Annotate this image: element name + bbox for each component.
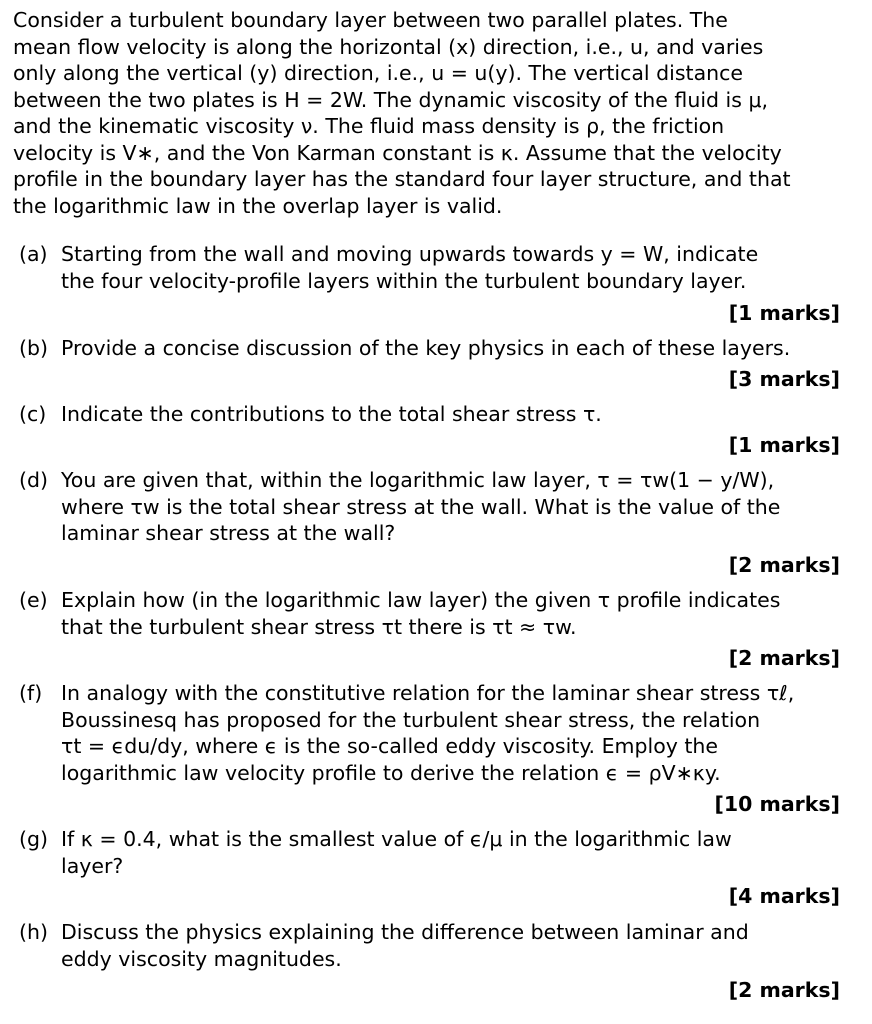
question-text-line: the four velocity-profile layers within the turbulent boundary layer. xyxy=(61,268,747,293)
statement-line: between the two plates is H = 2W. The dynamic viscosity of the fluid is μ, xyxy=(13,87,769,112)
question-text-line: Starting from the wall and moving upwards towards y = W, indicate xyxy=(61,242,759,266)
question-label: (a) xyxy=(19,242,48,266)
marks-label: [10 marks] xyxy=(714,792,840,816)
question-text-line: Discuss the physics explaining the difference between laminar and xyxy=(61,920,749,944)
statement-line: mean flow velocity is along the horizontal (x) direction, i.e., u, and varies xyxy=(13,34,764,59)
marks-label: [2 marks] xyxy=(728,553,840,577)
question-text-line: laminar shear stress at the wall? xyxy=(61,521,396,545)
question-label: (g) xyxy=(19,827,49,851)
statement-line: Consider a turbulent boundary layer between two parallel plates. The xyxy=(13,8,728,32)
statement-line: and the kinematic viscosity ν. The fluid mass density is ρ, the friction xyxy=(13,114,725,138)
question-text-line: Explain how (in the logarithmic law layer) the given τ profile indicates xyxy=(61,588,781,612)
statement-line: the logarithmic law in the overlap layer is valid. xyxy=(13,193,503,218)
question-label: (h) xyxy=(19,920,48,944)
question-label: (b) xyxy=(19,336,49,360)
question-text-line: Provide a concise discussion of the key physics in each of these layers. xyxy=(61,336,791,360)
question-text-line: where τw is the total shear stress at the wall. What is the value of the xyxy=(61,494,781,519)
marks-label: [1 marks] xyxy=(728,433,840,457)
question-label: (e) xyxy=(19,588,48,612)
statement-line: velocity is V∗, and the Von Karman constant is κ. Assume that the velocity xyxy=(13,140,782,165)
question-text-line: You are given that, within the logarithmic law layer, τ = τw(1 − y/W), xyxy=(61,468,775,492)
marks-label: [1 marks] xyxy=(728,301,840,325)
question-label: (f) xyxy=(19,681,43,705)
question-text-line: eddy viscosity magnitudes. xyxy=(61,946,342,971)
question-text-line: that the turbulent shear stress τt there is τt ≈ τw. xyxy=(61,614,577,639)
marks-label: [2 marks] xyxy=(728,646,840,670)
question-text-line: Indicate the contributions to the total shear stress τ. xyxy=(61,402,602,426)
question-text-line: Boussinesq has proposed for the turbulent shear stress, the relation xyxy=(61,707,761,732)
question-text-line: logarithmic law velocity profile to derive the relation ϵ = ρV∗κy. xyxy=(61,760,721,785)
problem-statement xyxy=(13,7,863,219)
marks-label: [3 marks] xyxy=(728,367,840,391)
question-text-line: In analogy with the constitutive relation for the laminar shear stress τℓ, xyxy=(61,681,795,705)
marks-label: [2 marks] xyxy=(728,978,840,1002)
question-text-line: τt = ϵdu/dy, where ϵ is the so-called eddy viscosity. Employ the xyxy=(61,734,719,758)
marks-label: [4 marks] xyxy=(728,884,840,908)
question-label: (c) xyxy=(19,402,47,426)
statement-line: profile in the boundary layer has the standard four layer structure, and that xyxy=(13,167,791,191)
question-text-line: layer? xyxy=(61,853,124,878)
statement-line: only along the vertical (y) direction, i.e., u = u(y). The vertical distance xyxy=(13,61,744,85)
question-text-line: If κ = 0.4, what is the smallest value of ϵ/μ in the logarithmic law xyxy=(61,827,732,851)
question-label: (d) xyxy=(19,468,49,492)
